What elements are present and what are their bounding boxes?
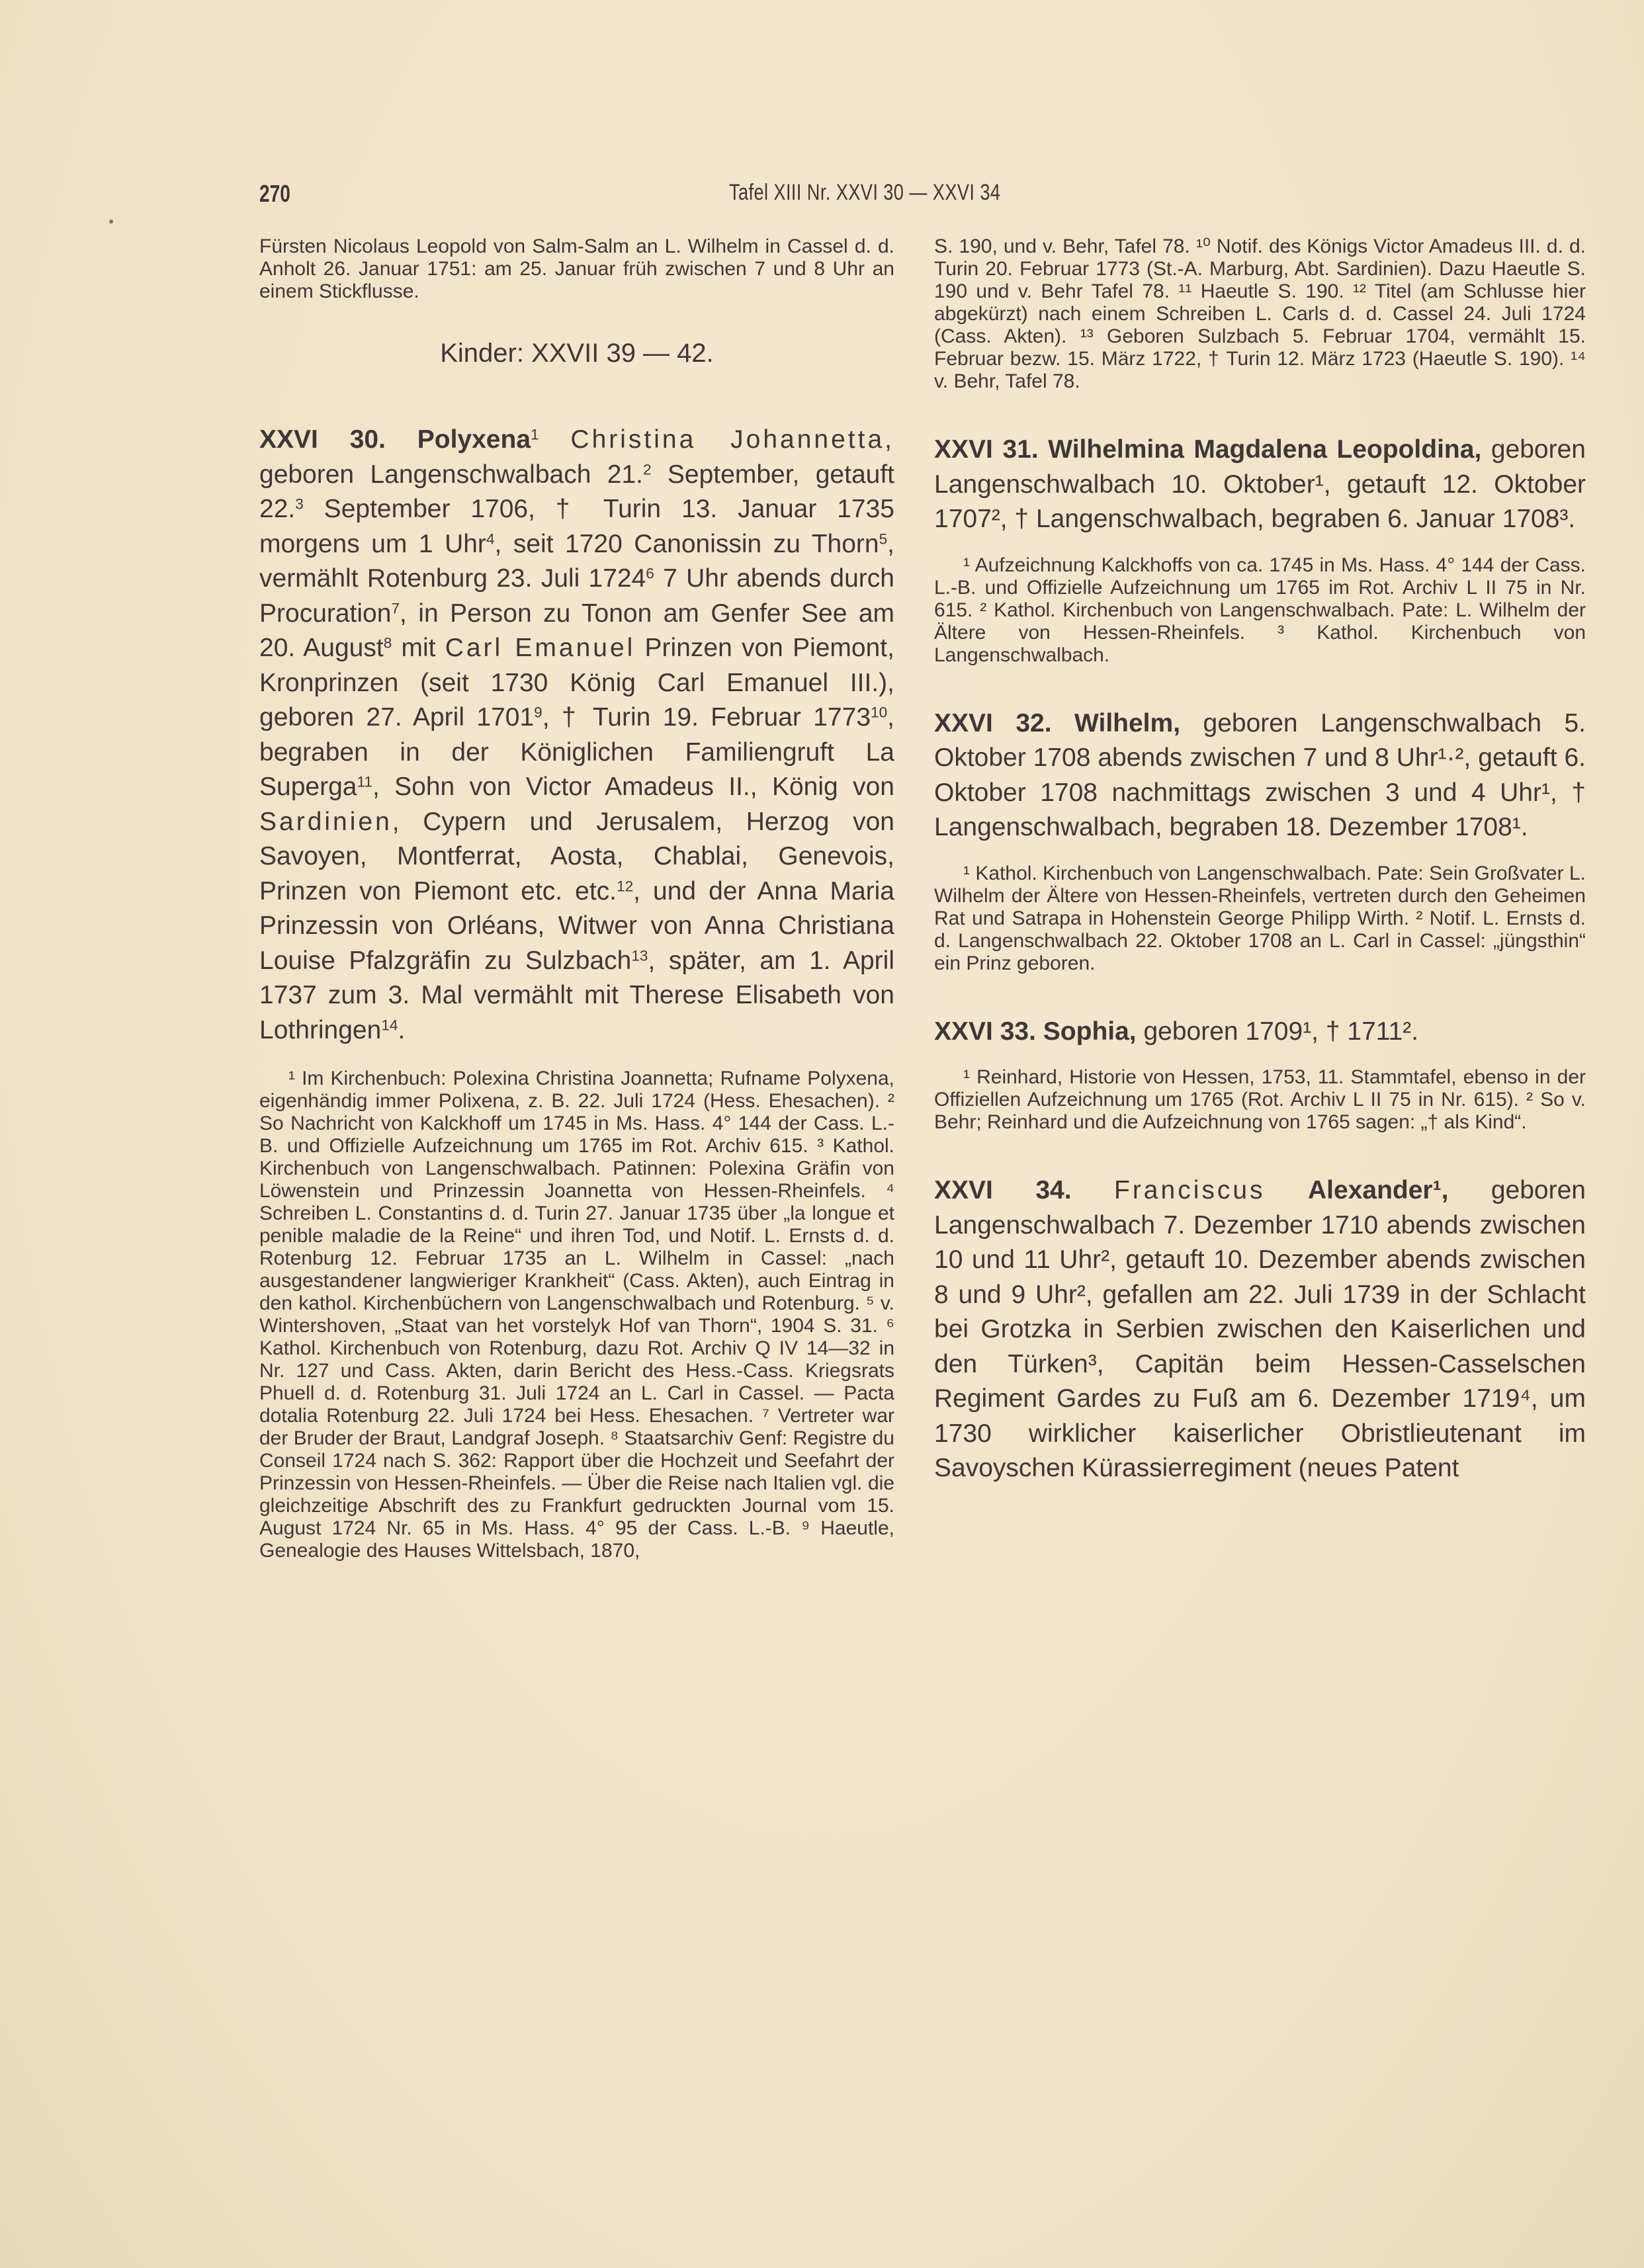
text: September, getauft 22. [259,460,894,523]
entry-30-body [259,423,894,1048]
entry-name: Wilhelm, [1074,708,1181,737]
text: , † Turin 19. Februar 1773 [542,703,871,732]
text: Prinzen von Piemont, Kronprinzen (seit 1730 König Carl Emanuel III.), geboren 27. April 1701 [259,634,894,732]
footnote-marker: 4 [486,530,495,548]
text: , vermählt Rotenburg 23. Juli 1724 [259,529,894,593]
entry-id: XXVI 32. [934,708,1052,737]
text: 7 Uhr abends durch Procuration [259,564,894,628]
entry-id: XXVI 34. [934,1176,1072,1204]
entry-30-footnotes-continued: S. 190, und v. Behr, Tafel 78. ¹⁰ Notif. des Königs Victor Amadeus III. d. d. Turin 20. Februar 1773 (St.-A. Marburg, Abt. Sardinien). Dazu Haeutle S. 190 und v. Behr Tafel 78. ¹¹ Haeutle S. 190. ¹² Titel (am Schlusse hier abgekürzt) nach einem Schreiben L. Carls d. d. Cassel 24. Juli 1724 (Cass. Akten). ¹³ Geboren Sulzbach 5. Februar 1704, vermählt 15. Februar bezw. 15. März 1722, † Turin 12. März 1723 (Haeutle S. 190). ¹⁴ v. Behr, Tafel 78. [934,235,1586,392]
children-reference: Kinder: XXVII 39 — 42. [440,339,714,368]
entry-33-footnotes: ¹ Reinhard, Historie von Hessen, 1753, 11. Stammtafel, ebenso in der Offiziellen Aufzeichnung um 1765 (Rot. Archiv L II 75 in Nr. 615). ² So v. Behr; Reinhard und die Aufzeichnung von 1765 sagen: „† als Kind“. [934,1066,1586,1133]
entry-34-body [934,1173,1586,1486]
text: , später, am 1. April 1737 zum 3. Mal vermählt mit Therese Elisabeth von Lothringen [259,946,894,1044]
entry-name-spaced: Christina Johannetta, [570,425,894,454]
entry-text: geboren Langenschwalbach 10. Oktober¹, getauft 12. Oktober 1707², † Langenschwalbach, begraben 6. Januar 1708³. [934,435,1586,533]
text: mit [392,634,445,662]
text: geboren Langenschwalbach 21. [259,460,643,489]
entry-32-body [934,706,1586,845]
entry-xxvi-31 [934,433,1586,667]
page-blemish [109,220,113,224]
entry-id: XXVI 30. [259,425,386,454]
entry-xxvi-33 [934,1015,1586,1134]
entry-31-footnotes: ¹ Aufzeichnung Kalckhoffs von ca. 1745 in Ms. Hass. 4° 144 der Cass. L.-B. und Offizielle Aufzeichnung um 1765 im Rot. Archiv L II 75 in Nr. 615. ² Kathol. Kirchenbuch von Langenschwalbach. Pate: L. Wilhelm der Ältere von Hessen-Rheinfels. ³ Kathol. Kirchenbuch von Langenschwalbach. [934,554,1586,666]
footnote-marker: 14 [381,1017,398,1034]
running-head [259,180,1556,213]
left-column [259,235,894,1562]
page-number: 270 [259,180,290,207]
footnote-marker: 9 [534,704,542,721]
entry-id: XXVI 31. [934,435,1039,464]
entry-32-footnotes: ¹ Kathol. Kirchenbuch von Langenschwalbach. Pate: Sein Großvater L. Wilhelm der Ältere von Hessen-Rheinfels, vertreten durch den Geheimen Rat und Satrapa in Hohenstein George Philipp Wirth. ² Notif. L. Ernsts d. d. Langenschwalbach 22. Oktober 1708 an L. Carl in Cassel: „jüngsthin“ ein Prinz geboren. [934,862,1586,974]
text: , und der Anna Maria Prinzessin von Orléans, Witwer von Anna Christiana Louise Pfalzgräfin zu Sulzbach [259,876,894,975]
continued-footnote: Fürsten Nicolaus Leopold von Salm-Salm an L. Wilhelm in Cassel d. d. Anholt 26. Januar 1751: am 25. Januar früh zwischen 7 und 8 Uhr an einem Stickflusse. [259,235,894,302]
spaced-name: Sardinien [259,807,392,836]
footnote-marker: 7 [391,600,400,617]
footnote-marker: 1 [531,426,539,443]
footnote-marker: 13 [631,947,648,964]
text: September 1706, † Turin 13. Januar 1735 morgens um 1 Uhr [259,495,894,558]
text: . [398,1015,406,1044]
entry-xxvi-34 [934,1173,1586,1486]
text: , begraben in der Königlichen Familiengruft La Superga [259,703,895,801]
footnote-marker: 2 [642,461,652,478]
entry-name: Alexander¹, [1308,1176,1449,1204]
text: , in Person zu Tonon am Genfer See am 20. August [259,599,894,662]
footnote-marker: 11 [357,773,372,790]
entry-name: Wilhelmina Magdalena Leopoldina, [1048,435,1482,464]
entry-id: XXVI 33. [934,1017,1036,1046]
entry-31-body [934,433,1586,537]
entry-name: Polyxena [417,425,531,454]
running-title: Tafel XIII Nr. XXVI 30 — XXVI 34 [729,180,1001,205]
footnote-marker: 3 [295,495,304,513]
footnote-marker: 8 [383,634,392,651]
spaced-name: Carl Emanuel [445,634,636,662]
entry-xxvi-32 [934,706,1586,975]
text: , Sohn von Victor Amadeus II., König von [372,773,894,801]
footnote-marker: 6 [646,565,654,582]
entry-text: geboren Langenschwalbach 5. Oktober 1708 abends zwischen 7 und 8 Uhr¹·², getauft 6. Oktober 1708 nachmittags zwischen 3 und 4 Uhr¹, † Langenschwalbach, begraben 18. Dezember 1708¹. [934,708,1586,841]
entry-33-body [934,1015,1586,1050]
entry-30-footnotes: ¹ Im Kirchenbuch: Polexina Christina Joannetta; Rufname Polyxena, eigenhändig immer Polixena, z. B. 22. Juli 1724 (Hess. Ehesachen). ² So Nachricht von Kalckhoff um 1745 in Ms. Hass. 4° 144 der Cass. L.-B. und Offizielle Aufzeichnung um 1765 im Rot. Archiv 615. ³ Kathol. Kirchenbuch von Langenschwalbach. Patinnen: Polexina Gräfin von Löwenstein und Prinzessin Joannetta von Hessen-Rheinfels. ⁴ Schreiben L. Constantins d. d. Turin 27. Januar 1735 über „la longue et penible maladie de la Reine“ und ihren Tod, und Notif. L. Ernsts d. d. Rotenburg 12. Februar 1735 an L. Wilhelm in Cassel: „nach ausgestandener langwieriger Krankheit“ (Cass. Akten), auch Eintrag in den kathol. Kirchenbüchern von Langenschwalbach und Rotenburg. ⁵ v. Wintershoven, „Staat van het vorstelyk Hof van Thorn“, 1904 S. 31. ⁶ Kathol. Kirchenbuch von Rotenburg, dazu Rot. Archiv Q IV 14—32 in Nr. 127 und Cass. Akten, darin Bericht des Hess.-Cass. Kriegsrats Phuell d. d. Rotenburg 31. Juli 1724 an L. Carl in Cassel. — Pacta dotalia Rotenburg 22. Juli 1724 bei Hess. Ehesachen. ⁷ Vertreter war der Bruder der Braut, Landgraf Joseph. ⁸ Staatsarchiv Genf: Registre du Conseil 1724 nach S. 362: Rapport über die Hochzeit und Seefahrt der Prinzessin von Hessen-Rheinfels. — Über die Reise nach Italien vgl. die gleichzeitige Abschrift des zu Frankfurt gedruckten Journal vom 15. August 1724 Nr. 65 in Ms. Hass. 4° 95 der Cass. L.-B. ⁹ Haeutle, Genealogie des Hauses Wittelsbach, 1870, [259,1068,894,1562]
entry-xxvi-30 [259,423,894,1562]
footnote-marker: 5 [879,530,888,548]
footnote-marker: 12 [617,878,634,895]
entry-text: geboren 1709¹, † 1711². [1143,1017,1419,1046]
footnote-marker: 10 [871,704,888,721]
entry-name-spaced: Franciscus [1114,1176,1266,1204]
right-column [934,235,1586,1486]
entry-name: Sophia, [1043,1017,1137,1046]
entry-text: geboren Langenschwalbach 7. Dezember 1710 abends zwischen 10 und 11 Uhr², getauft 10. Dezember abends zwischen 8 und 9 Uhr², gefallen am 22. Juli 1739 in der Schlacht bei Grotzka in Serbien zwischen den Kaiserlichen und den Türken³, Capitän beim Hessen-Casselschen Regiment Gardes zu Fuß am 6. Dezember 1719⁴, um 1730 wirklicher kaiserlicher Obristlieutenant im Savoyschen Kürassierregiment (neues Patent [934,1176,1586,1482]
text: , Cypern und Jerusalem, Herzog von Savoyen, Montferrat, Aosta, Chablai, Genevois, Prinzen von Piemont etc. etc. [259,807,894,905]
text: , seit 1720 Canonissin zu Thorn [494,529,879,558]
